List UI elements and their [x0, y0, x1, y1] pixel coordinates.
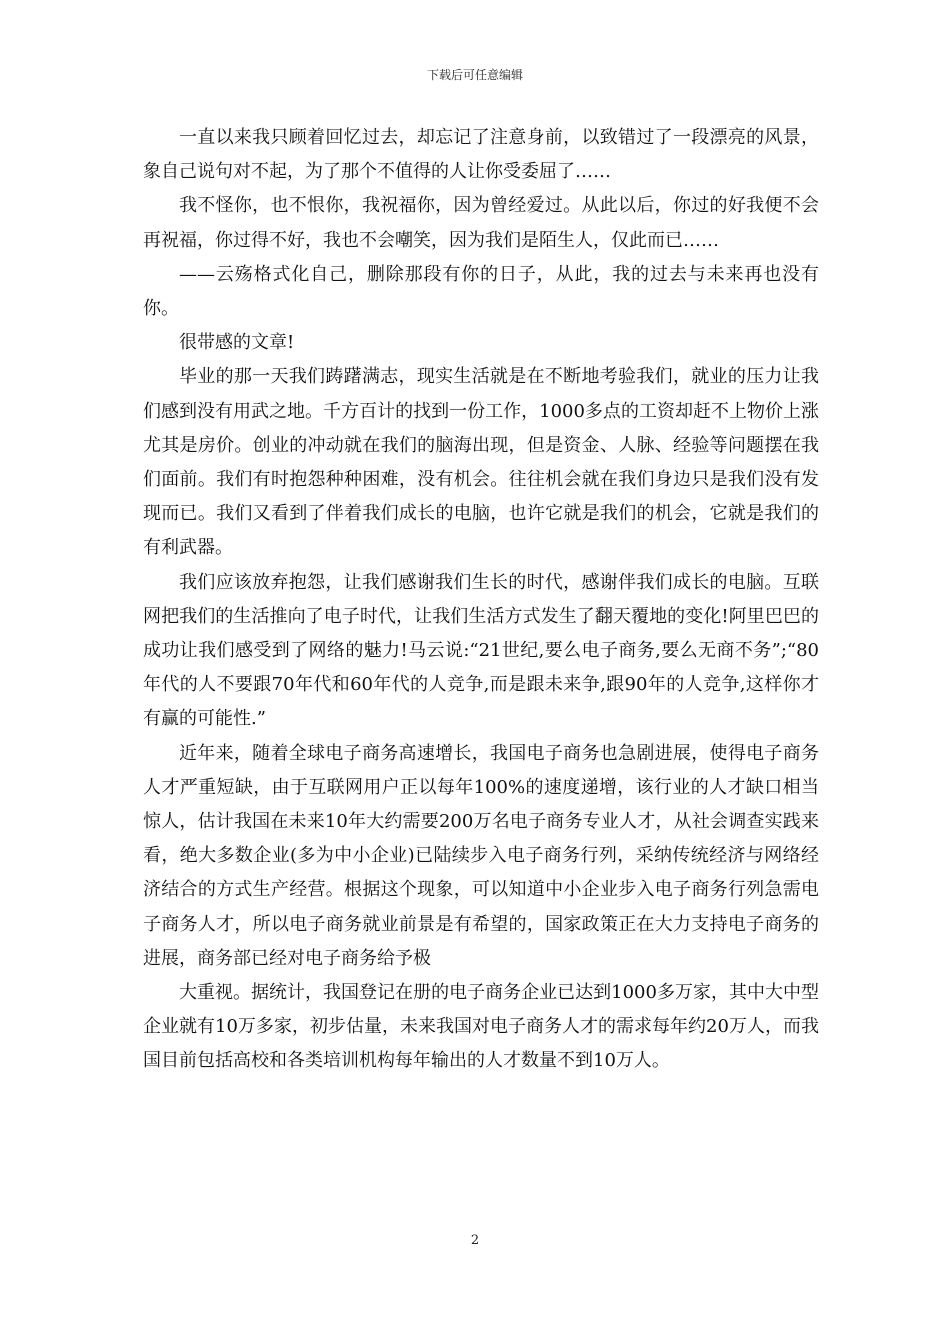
- paragraph: 近年来，随着全球电子商务高速增长，我国电子商务也急剧进展，使得电子商务人才严重短缺，由于互联网用户正以每年100%的速度递增，该行业的人才缺口相当惊人，估计我国在未来10年大约需要200万名电子商务专业人才，从社会调查实践来看，绝大多数企业(多为中小企业)已陆续步入电子商务行列，采纳传统经济与网络经济结合的方式生产经营。根据这个现象，可以知道中小企业步入电子商务行列急需电子商务人才，所以电子商务就业前景是有希望的，国家政策正在大力支持电子商务的进展，商务部已经对电子商务给予极: [143, 742, 819, 969]
- paragraph: 我们应该放弃抱怨，让我们感谢我们生长的时代，感谢伴我们成长的电脑。互联网把我们的生活推向了电子时代，让我们生活方式发生了翻天覆地的变化!阿里巴巴的成功让我们感受到了网络的魅力!马云说:“21世纪,要么电子商务,要么无商不务”;“80年代的人不要跟70年代和60年代的人竞争,而是跟未来争,跟90年的人竞争,这样你才有赢的可能性.”: [143, 571, 819, 730]
- paragraph: 毕业的那一天我们踌躇满志，现实生活就是在不断地考验我们，就业的压力让我们感到没有用武之地。千方百计的找到一份工作，1000多点的工资却赶不上物价上涨尤其是房价。创业的冲动就在我们的脑海出现，但是资金、人脉、经验等问题摆在我们面前。我们有时抱怨种种困难，没有机会。往往机会就在我们身边只是我们没有发现而已。我们又看到了伴着我们成长的电脑，也许它就是我们的机会，它就是我们的有利武器。: [143, 366, 819, 559]
- paragraph: 我不怪你，也不恨你，我祝福你，因为曾经爱过。从此以后，你过的好我便不会再祝福，你过得不好，我也不会嘲笑，因为我们是陌生人，仅此而已……: [143, 195, 819, 251]
- paragraph: 很带感的文章!: [179, 332, 295, 354]
- paragraph: ——云殇格式化自己，删除那段有你的日子，从此，我的过去与未来再也没有你。: [143, 263, 819, 320]
- page-header: 下载后可任意编辑: [426, 68, 523, 82]
- paragraph: 大重视。据统计，我国登记在册的电子商务企业已达到1000多万家，其中大中型企业就有10万多家，初步估量，未来我国对电子商务人才的需求每年约20万人，而我国目前包括高校和各类培训机构每年输出的人才数量不到10万人。: [143, 982, 819, 1072]
- paragraph: 一直以来我只顾着回忆过去，却忘记了注意身前，以致错过了一段漂亮的风景，象自己说句对不起，为了那个不值得的人让你受委屈了……: [143, 127, 819, 183]
- document-body: [143, 121, 819, 1079]
- page-number: 2: [470, 1233, 480, 1248]
